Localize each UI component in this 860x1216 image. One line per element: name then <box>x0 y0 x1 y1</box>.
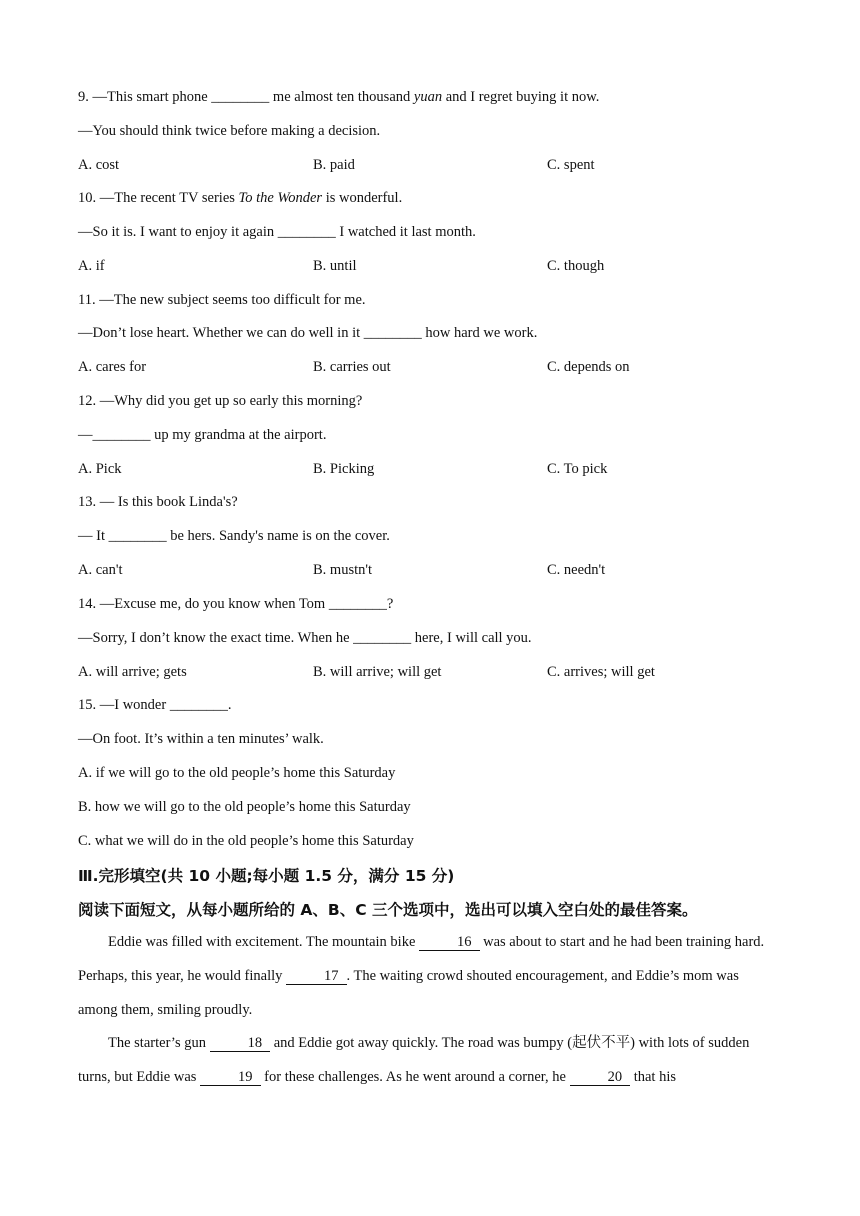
option-b: B. carries out <box>313 359 391 375</box>
reply-10: —So it is. I want to enjoy it again ________ I watched it last month. <box>78 224 476 240</box>
option-c: C. what we will do in the old people’s home this Saturday <box>78 833 414 849</box>
question-italic: yuan <box>413 89 443 105</box>
question-15: 15. —I wonder ________. <box>78 697 232 713</box>
option-a: A. if <box>78 258 105 274</box>
option-c: C. though <box>547 258 605 274</box>
option-c: C. depends on <box>547 359 630 375</box>
blank-20: 20 <box>570 1069 631 1086</box>
blank-16: 16 <box>419 934 480 951</box>
question-text: 10. —The recent TV series <box>78 190 239 206</box>
passage-paragraph-2 <box>78 1026 778 1094</box>
option-b: B. Picking <box>313 461 375 477</box>
option-c: C. arrives; will get <box>547 664 655 680</box>
option-a: A. will arrive; gets <box>78 664 187 680</box>
reply-11: —Don’t lose heart. Whether we can do well in it ________ how hard we work. <box>78 325 538 341</box>
option-c: C. spent <box>547 157 595 173</box>
option-a: A. cost <box>78 157 120 173</box>
passage-text: that his <box>630 1069 676 1085</box>
question-13: 13. — Is this book Linda's? <box>78 494 238 510</box>
question-10 <box>78 188 402 208</box>
passage-text: was about to start and he had been training hard. Perhaps, this year, he would finally <box>78 934 765 984</box>
question-text-after: is wonderful. <box>322 190 403 206</box>
reply-13: — It ________ be hers. Sandy's name is on the cover. <box>78 528 390 544</box>
section-title: Ⅲ.完形填空(共 10 小题;每小题 1.5 分，满分 15 分) <box>78 867 455 885</box>
option-b: B. how we will go to the old people’s home this Saturday <box>78 799 411 815</box>
question-text: 9. —This smart phone ________ me almost ten thousand <box>78 89 414 105</box>
blank-18: 18 <box>210 1035 271 1052</box>
blank-17: 17 <box>286 968 347 985</box>
option-b: B. paid <box>313 157 355 173</box>
passage-text: The starter’s gun <box>108 1035 210 1051</box>
option-a: A. cares for <box>78 359 147 375</box>
option-c: C. To pick <box>547 461 608 477</box>
reply-15: —On foot. It’s within a ten minutes’ walk. <box>78 731 324 747</box>
option-b: B. will arrive; will get <box>313 664 442 680</box>
option-b: B. until <box>313 258 357 274</box>
question-text-after: and I regret buying it now. <box>442 89 600 105</box>
option-a: A. Pick <box>78 461 122 477</box>
reply-9: —You should think twice before making a decision. <box>78 123 381 139</box>
question-14: 14. —Excuse me, do you know when Tom ________? <box>78 596 394 612</box>
question-11: 11. —The new subject seems too difficult for me. <box>78 292 366 308</box>
section-instruction: 阅读下面短文，从每小题所给的 A、B、C 三个选项中，选出可以填入空白处的最佳答案。 <box>78 901 698 919</box>
passage-paragraph-1 <box>78 925 778 1027</box>
reply-14: —Sorry, I don’t know the exact time. When he ________ here, I will call you. <box>78 630 532 646</box>
question-9 <box>78 87 599 107</box>
option-c: C. needn't <box>547 562 606 578</box>
option-a: A. can't <box>78 562 123 578</box>
passage-text: and Eddie got away quickly. The road was bumpy (起伏不平) with lots of sudden turns, but Eddie was <box>78 1035 750 1085</box>
passage-text: . The waiting crowd shouted encouragement, and Eddie’s mom was among them, smiling proudly. <box>78 968 739 1018</box>
reply-12: —________ up my grandma at the airport. <box>78 427 327 443</box>
option-a: A. if we will go to the old people’s home this Saturday <box>78 765 396 781</box>
option-b: B. mustn't <box>313 562 373 578</box>
blank-19: 19 <box>200 1069 261 1086</box>
question-12: 12. —Why did you get up so early this morning? <box>78 393 363 409</box>
passage-text: Eddie was filled with excitement. The mountain bike <box>108 934 419 950</box>
question-italic: To the Wonder <box>238 190 323 206</box>
passage-text: for these challenges. As he went around a corner, he <box>260 1069 570 1085</box>
